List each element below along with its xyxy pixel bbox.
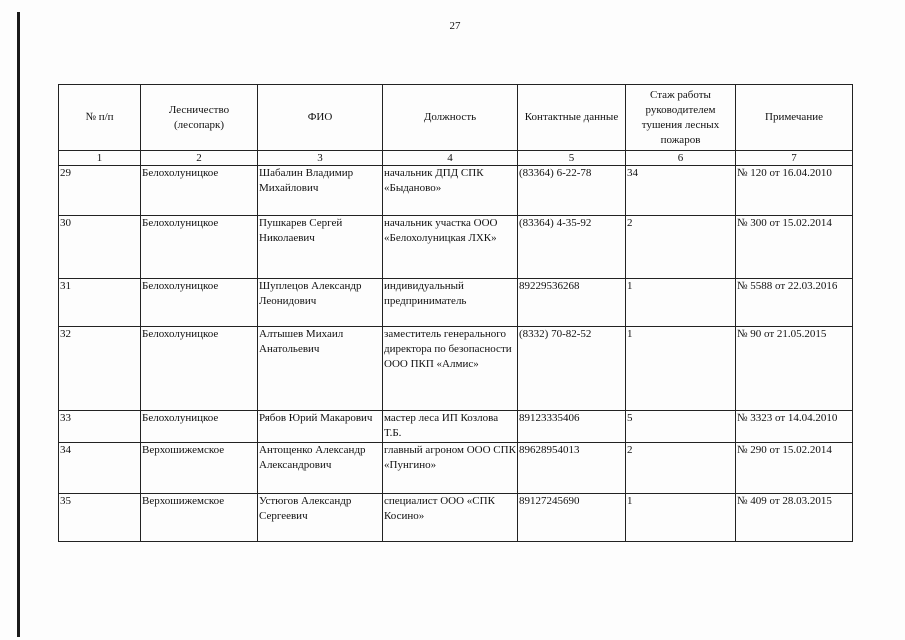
cell-experience: 34 [626,166,736,216]
cell-name: Алтышев Михаил Анатольевич [258,327,383,411]
cell-contact: 89628954013 [518,443,626,494]
cell-contact: 89229536268 [518,279,626,327]
cell-experience: 1 [626,494,736,542]
cell-note: № 3323 от 14.04.2010 [736,411,853,443]
cell-note: № 5588 от 22.03.2016 [736,279,853,327]
page-number: 27 [449,20,461,32]
cell-experience: 1 [626,327,736,411]
column-number: 2 [141,151,258,166]
cell-forestry: Белохолуницкое [141,279,258,327]
cell-contact: 89123335406 [518,411,626,443]
header-number: № п/п [59,85,141,151]
cell-forestry: Белохолуницкое [141,327,258,411]
cell-number: 34 [59,443,141,494]
column-number: 1 [59,151,141,166]
header-name: ФИО [258,85,383,151]
cell-forestry: Верхошижемское [141,494,258,542]
column-number: 3 [258,151,383,166]
table-row [59,327,853,411]
cell-note: № 290 от 15.02.2014 [736,443,853,494]
column-number: 7 [736,151,853,166]
cell-position: главный агроном ООО СПК «Пунгино» [383,443,518,494]
table-row [59,166,853,216]
header-position: Должность [383,85,518,151]
cell-contact: (8332) 70-82-52 [518,327,626,411]
cell-number: 33 [59,411,141,443]
cell-position: специалист ООО «СПК Косино» [383,494,518,542]
table-header-row [59,85,853,151]
cell-number: 32 [59,327,141,411]
cell-forestry: Белохолуницкое [141,216,258,279]
cell-note: № 300 от 15.02.2014 [736,216,853,279]
table-row [59,216,853,279]
cell-number: 35 [59,494,141,542]
column-number: 6 [626,151,736,166]
cell-position: начальник участка ООО «Белохолуницкая ЛХК» [383,216,518,279]
cell-position: индивидуальный предприниматель [383,279,518,327]
header-experience: Стаж работы руководителем тушения лесных пожаров [626,85,736,151]
cell-position: начальник ДПД СПК «Быданово» [383,166,518,216]
cell-note: № 409 от 28.03.2015 [736,494,853,542]
cell-contact: 89127245690 [518,494,626,542]
header-forestry: Лесничество (лесопарк) [141,85,258,151]
table-row [59,279,853,327]
cell-experience: 1 [626,279,736,327]
cell-note: № 90 от 21.05.2015 [736,327,853,411]
table-row [59,443,853,494]
cell-contact: (83364) 4-35-92 [518,216,626,279]
cell-name: Пушкарев Сергей Николаевич [258,216,383,279]
cell-number: 31 [59,279,141,327]
personnel-table [58,84,853,542]
cell-forestry: Верхошижемское [141,443,258,494]
cell-number: 30 [59,216,141,279]
cell-name: Антощенко Александр Александрович [258,443,383,494]
table-row [59,411,853,443]
header-note: Примечание [736,85,853,151]
cell-contact: (83364) 6-22-78 [518,166,626,216]
cell-note: № 120 от 16.04.2010 [736,166,853,216]
cell-position: мастер леса ИП Козлова Т.Б. [383,411,518,443]
table-row [59,494,853,542]
cell-name: Шабалин Владимир Михайлович [258,166,383,216]
cell-name: Устюгов Александр Сергеевич [258,494,383,542]
column-number: 4 [383,151,518,166]
header-contact: Контактные данные [518,85,626,151]
cell-experience: 2 [626,216,736,279]
cell-experience: 5 [626,411,736,443]
cell-name: Рябов Юрий Макарович [258,411,383,443]
cell-position: заместитель генерального директора по безопасности ООО ПКП «Алмис» [383,327,518,411]
cell-name: Шуплецов Александр Леонидович [258,279,383,327]
cell-number: 29 [59,166,141,216]
column-number-row [59,151,853,166]
cell-forestry: Белохолуницкое [141,411,258,443]
scan-edge-line [17,12,20,637]
cell-experience: 2 [626,443,736,494]
column-number: 5 [518,151,626,166]
cell-forestry: Белохолуницкое [141,166,258,216]
